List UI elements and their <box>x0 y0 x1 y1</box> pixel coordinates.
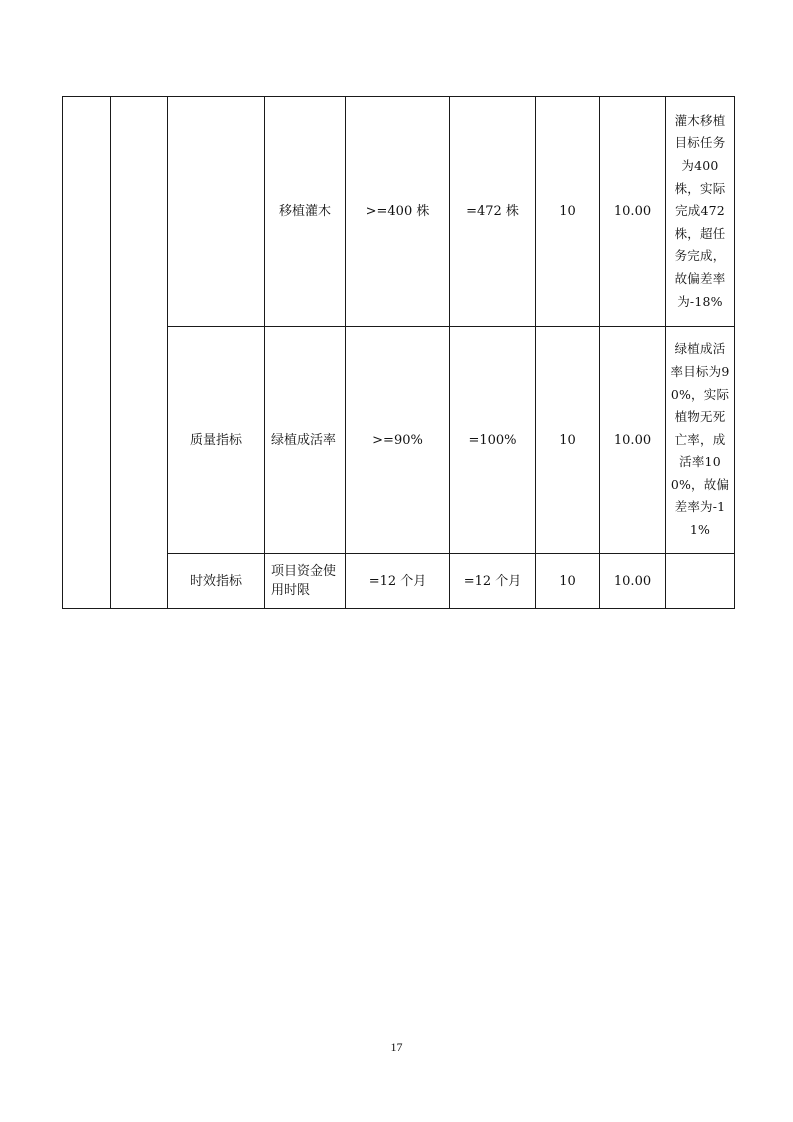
score-cell: 10.00 <box>600 327 666 554</box>
metric-cell: 项目资金使用时限 <box>265 554 346 609</box>
target-value-cell: >=400 株 <box>346 97 450 327</box>
actual-value-cell: =472 株 <box>450 97 536 327</box>
indicator-cell: 质量指标 <box>168 327 265 554</box>
category-cell-level2 <box>111 97 168 609</box>
weight-cell: 10 <box>536 327 600 554</box>
deviation-note-cell: 灌木移植目标任务为400株，实际完成472株，超任务完成，故偏差率为-18% <box>666 97 735 327</box>
indicator-cell: 时效指标 <box>168 554 265 609</box>
score-cell: 10.00 <box>600 97 666 327</box>
table-row <box>63 97 735 327</box>
page-number: 17 <box>390 1040 403 1054</box>
performance-indicator-table <box>62 96 735 609</box>
score-cell: 10.00 <box>600 554 666 609</box>
metric-cell: 绿植成活率 <box>265 327 346 554</box>
target-value-cell: >=90% <box>346 327 450 554</box>
metric-cell: 移植灌木 <box>265 97 346 327</box>
weight-cell: 10 <box>536 554 600 609</box>
category-cell-level1 <box>63 97 111 609</box>
target-value-cell: =12 个月 <box>346 554 450 609</box>
actual-value-cell: =12 个月 <box>450 554 536 609</box>
deviation-note-cell <box>666 554 735 609</box>
indicator-cell <box>168 97 265 327</box>
deviation-note-cell: 绿植成活率目标为90%，实际植物无死亡率，成活率100%，故偏差率为-11% <box>666 327 735 554</box>
weight-cell: 10 <box>536 97 600 327</box>
actual-value-cell: =100% <box>450 327 536 554</box>
